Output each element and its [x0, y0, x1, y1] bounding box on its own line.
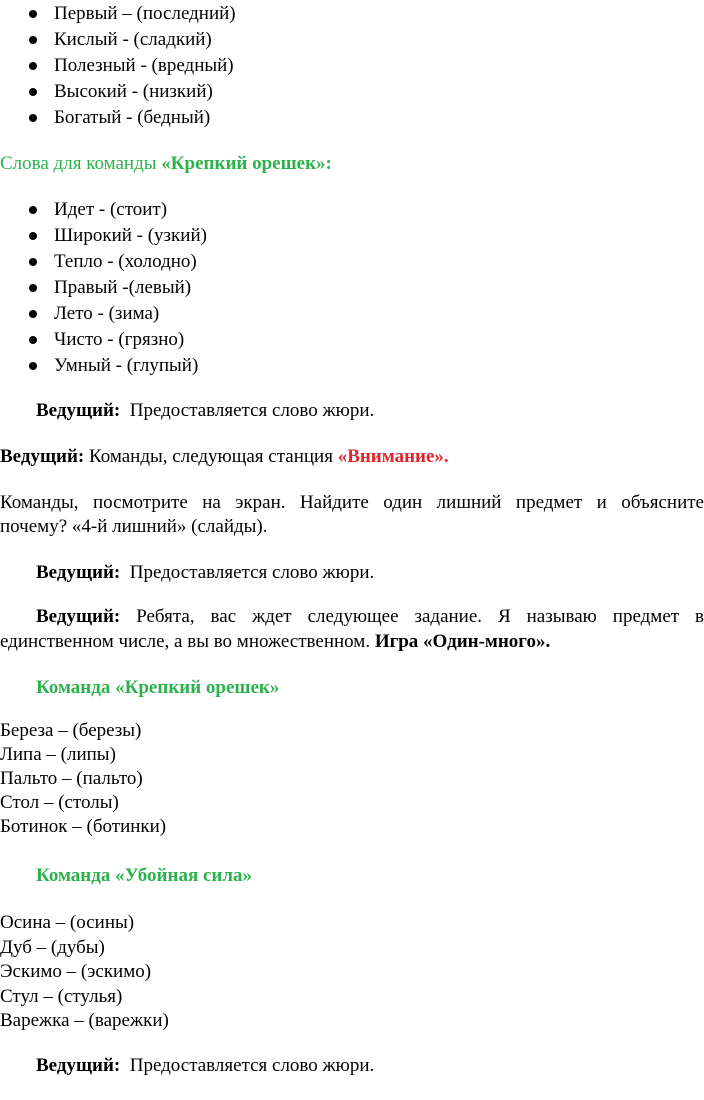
- list-item: Высокий - (низкий): [54, 79, 213, 105]
- word-item: Стул – (стулья): [0, 986, 123, 1007]
- words-heading-team: «Крепкий орешек»:: [161, 153, 332, 174]
- list-item: Богатый - (бедный): [54, 105, 210, 131]
- host-label: Ведущий:: [36, 606, 121, 627]
- game-title: Игра «Один-много».: [374, 631, 551, 652]
- task-line-2: [0, 629, 550, 655]
- word-item: Осина – (осины): [0, 912, 135, 933]
- word-item: Варежка – (варежки): [0, 1010, 169, 1031]
- host-jury-line: [36, 560, 374, 586]
- words-heading: [0, 151, 332, 177]
- attention-line-2: почему? «4-й лишний» (слайды).: [0, 516, 268, 537]
- list-item: Тепло - (холодно): [54, 249, 197, 275]
- list-item: Полезный - (вредный): [54, 53, 234, 79]
- station-text: Команды, следующая станция: [88, 446, 338, 467]
- host-label: Ведущий:: [36, 400, 121, 421]
- word-item: Липа – (липы): [0, 744, 116, 765]
- list-item: Первый – (последний): [54, 1, 236, 27]
- host-label: Ведущий:: [0, 446, 85, 467]
- list-item: Широкий - (узкий): [54, 223, 207, 249]
- word-item: Пальто – (пальто): [0, 768, 143, 789]
- word-item: Стол – (столы): [0, 792, 119, 813]
- word-item: Эскимо – (эскимо): [0, 961, 152, 982]
- word-item: Ботинок – (ботинки): [0, 816, 167, 837]
- word-item: Береза – (березы): [0, 720, 142, 741]
- list-item: Идет - (стоит): [54, 197, 167, 223]
- station-name: «Внимание».: [337, 446, 449, 467]
- task-text-2: единственном числе, а вы во множественном.: [0, 631, 375, 652]
- jury-text: Предоставляется слово жюри.: [129, 562, 375, 583]
- jury-text: Предоставляется слово жюри.: [129, 400, 375, 421]
- task-line-1: [36, 604, 704, 630]
- host-jury-line: [36, 398, 374, 424]
- host-label: Ведущий:: [36, 562, 121, 583]
- words-heading-prefix: Слова для команды: [0, 153, 162, 174]
- jury-text: Предоставляется слово жюри.: [129, 1055, 375, 1076]
- list-item: Чисто - (грязно): [54, 327, 184, 353]
- host-label: Ведущий:: [36, 1055, 121, 1076]
- list-item: Умный - (глупый): [54, 353, 198, 379]
- list-item: Лето - (зима): [54, 301, 159, 327]
- station-line: [0, 444, 449, 470]
- list-item: Кислый - (сладкий): [54, 27, 212, 53]
- team2-heading: Команда «Убойная сила»: [36, 865, 253, 886]
- list-item: Правый -(левый): [54, 275, 191, 301]
- word-item: Дуб – (дубы): [0, 937, 105, 958]
- host-jury-line: [36, 1053, 374, 1079]
- attention-line-1: Команды, посмотрите на экран. Найдите один лишний предмет и объясните: [0, 492, 704, 513]
- task-text-1: Ребята, вас ждет следующее задание. Я называю предмет в: [136, 606, 704, 627]
- team1-heading: Команда «Крепкий орешек»: [36, 677, 280, 698]
